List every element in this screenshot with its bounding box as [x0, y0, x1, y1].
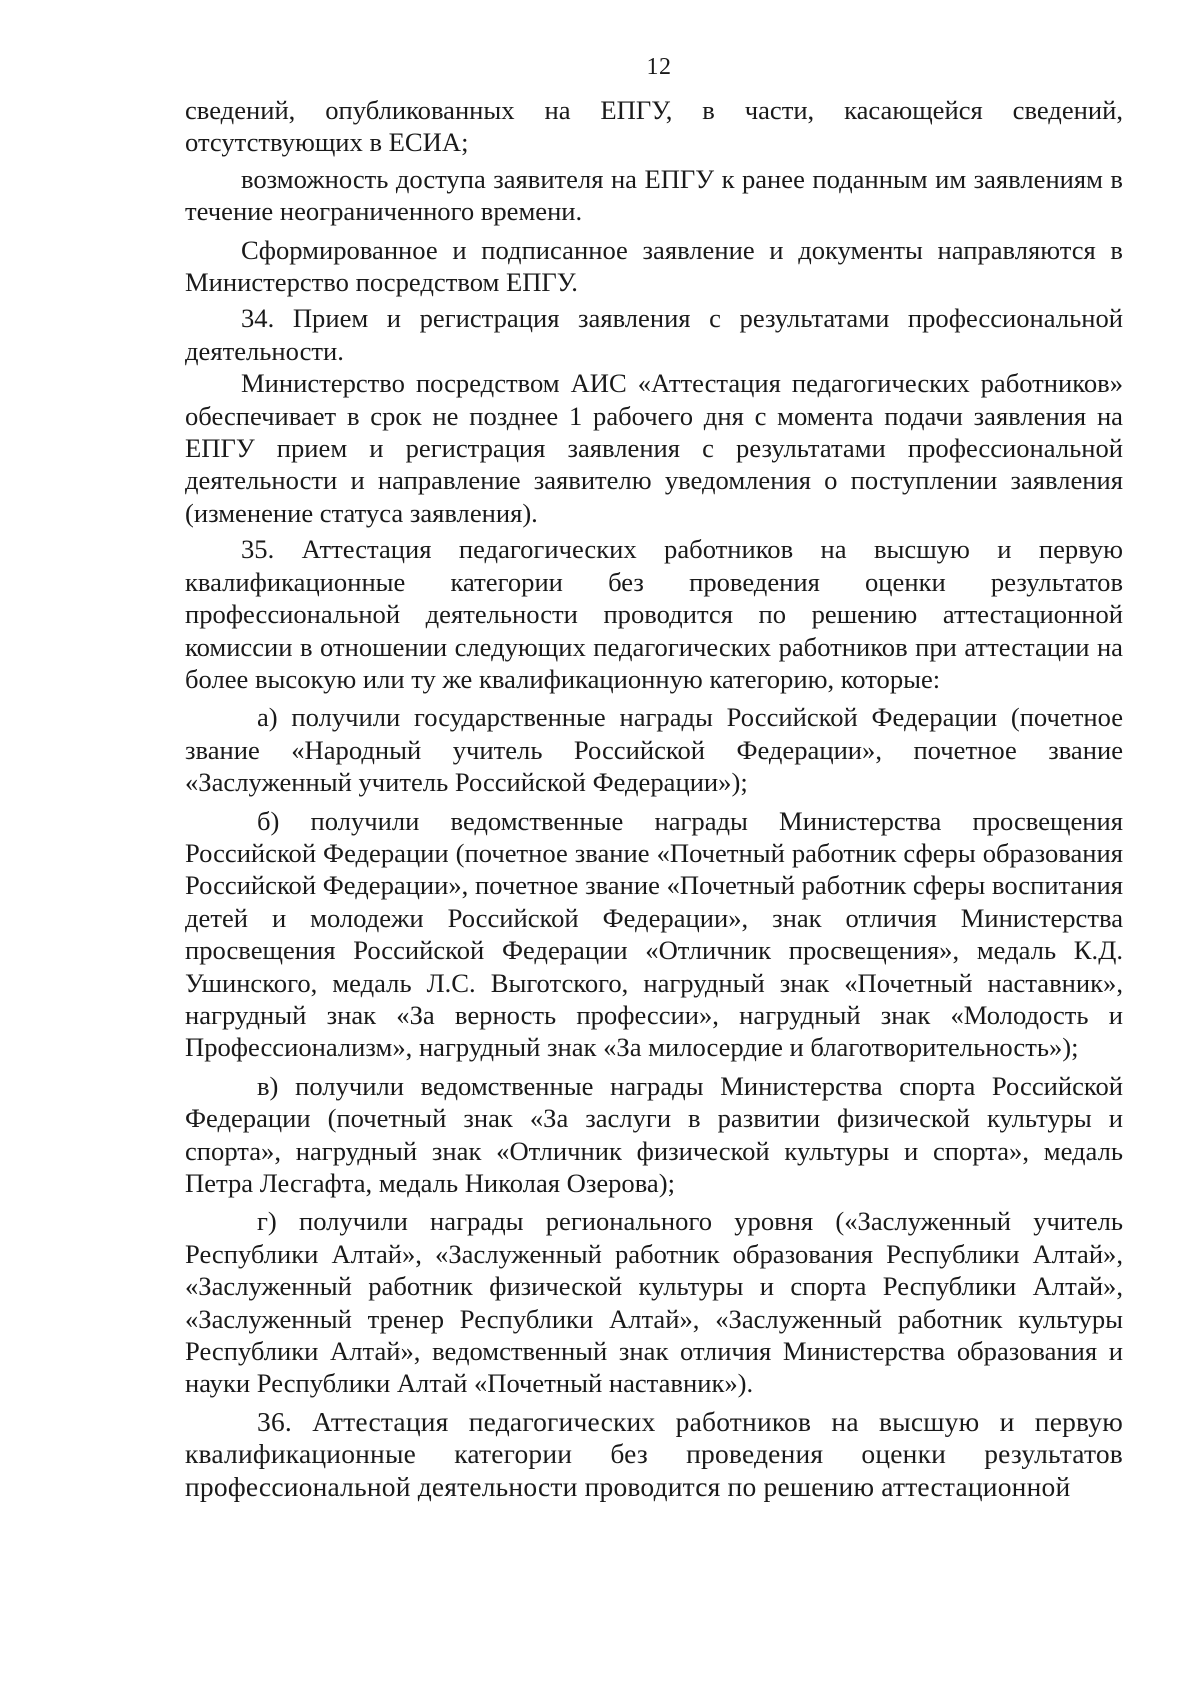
paragraph-35-v: в) получили ведомственные награды Министерства спорта Российской Федерации (почетный знак «За заслуги в развитии физической культуры и спорта», нагрудный знак «Отличник физической культуры и спорта», медаль Петра Лесгафта, медаль Николая Озерова);	[185, 1070, 1123, 1198]
paragraph-36: 36. Аттестация педагогических работников на высшую и первую квалификационные категории без проведения оценки результатов профессиональной деятельности проводится по решению аттестационной	[185, 1405, 1123, 1502]
paragraph-signed-application: Сформированное и подписанное заявление и документы направляются в Министерство посредством ЕПГУ.	[185, 234, 1123, 298]
page-number: 12	[646, 54, 672, 80]
paragraph-35-a: а) получили государственные награды Российской Федерации (почетное звание «Народный учитель Российской Федерации», почетное звание «Заслуженный учитель Российской Федерации»);	[185, 702, 1123, 798]
paragraph-35: 35. Аттестация педагогических работников на высшую и первую квалификационные категории без проведения оценки результатов профессиональной деятельности проводится по решению аттестационной комиссии в отношении следующих педагогических работников при аттестации на более высокую или ту же квалификационную категорию, которые:	[185, 534, 1123, 694]
paragraph-34: 34. Прием и регистрация заявления с результатами профессиональной деятельности.	[185, 303, 1123, 366]
paragraph-35-g: г) получили награды регионального уровня («Заслуженный учитель Республики Алтай», «Заслуженный работник образования Республики Алтай», «Заслуженный работник физической культуры и спорта Республики Алтай», «Заслуженный тренер Республики Алтай», «Заслуженный работник культуры Республики Алтай», ведомственный знак отличия Министерства образования и науки Республики Алтай «Почетный наставник»).	[185, 1206, 1123, 1399]
paragraph-ministry-ais: Министерство посредством АИС «Аттестация педагогических работников» обеспечивает в срок не позднее 1 рабочего дня с момента подачи заявления на ЕПГУ прием и регистрация заявления с результатами профессиональной деятельности и направление заявителю уведомления о поступлении заявления (изменение статуса заявления).	[185, 368, 1123, 528]
paragraph-continuation: сведений, опубликованных на ЕПГУ, в части, касающейся сведений, отсутствующих в ЕСИА;	[185, 95, 1123, 158]
paragraph-35-b: б) получили ведомственные награды Министерства просвещения Российской Федерации (почетное звание «Почетный работник сферы образования Российской Федерации», почетное звание «Почетный работник сферы воспитания детей и молодежи Российской Федерации», знак отличия Министерства просвещения Российской Федерации «Отличник просвещения», медаль К.Д. Ушинского, медаль Л.С. Выготского, нагрудный знак «Почетный наставник», нагрудный знак «За верность профессии», нагрудный знак «Молодость и Профессионализм», нагрудный знак «За милосердие и благотворительность»);	[185, 805, 1123, 1063]
paragraph-access: возможность доступа заявителя на ЕПГУ к ранее поданным им заявлениям в течение неограниченного времени.	[185, 163, 1123, 227]
document-body	[185, 94, 1123, 1503]
